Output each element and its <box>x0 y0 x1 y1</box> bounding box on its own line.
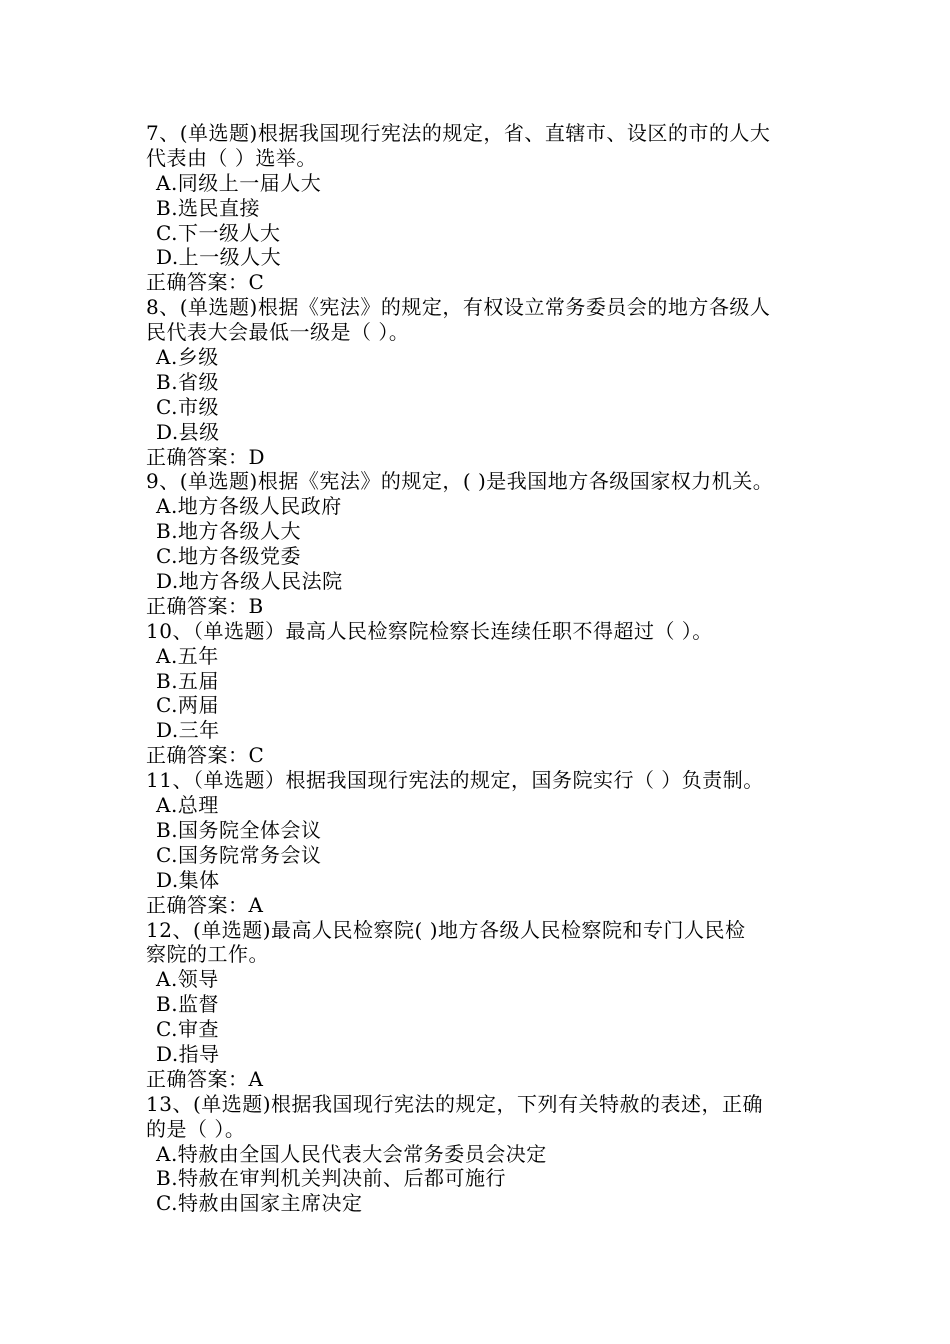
document-page <box>146 121 826 1216</box>
option-d: D.上一级人大 <box>156 245 282 270</box>
question-stem: 11、（单选题）根据我国现行宪法的规定，国务院实行（ ）负责制。 <box>146 768 764 793</box>
option-b: B.选民直接 <box>156 195 261 220</box>
option-c: C.下一级人大 <box>156 220 281 245</box>
question-stem: 13、(单选题)根据我国现行宪法的规定，下列有关特赦的表述，正确 <box>146 1091 764 1116</box>
option-a: A.总理 <box>156 793 219 818</box>
answer-prefix: 正确答案： <box>146 1066 249 1091</box>
question-stem: 7、(单选题)根据我国现行宪法的规定，省、直辖市、设区的市的人大 <box>146 121 771 145</box>
answer-line <box>146 445 826 470</box>
answer-line <box>146 1067 826 1092</box>
answer-line <box>146 594 826 619</box>
option-c: C.市级 <box>156 394 219 419</box>
option-c: C.特赦由国家主席决定 <box>156 1191 363 1216</box>
option-b: B.五届 <box>156 668 220 693</box>
option-d: D.集体 <box>156 867 220 892</box>
answer-value: A <box>248 892 264 917</box>
answer-prefix: 正确答案： <box>146 270 249 295</box>
question-11 <box>146 768 826 917</box>
option-d: D.指导 <box>156 1041 220 1066</box>
option-b: B.省级 <box>156 369 220 394</box>
question-9 <box>146 469 826 618</box>
answer-prefix: 正确答案： <box>146 593 249 618</box>
question-stem-continued: 察院的工作。 <box>146 942 269 967</box>
answer-value: A <box>248 1066 264 1091</box>
question-stem-continued: 代表由（ ）选举。 <box>146 145 317 170</box>
option-a: A.地方各级人民政府 <box>156 494 342 519</box>
answer-value: B <box>248 593 264 618</box>
answer-line <box>146 893 826 918</box>
question-stem: 9、(单选题)根据《宪法》的规定，( )是我国地方各级国家权力机关。 <box>146 469 774 494</box>
question-7 <box>146 121 826 295</box>
option-d: D.县级 <box>156 419 220 444</box>
answer-line <box>146 270 826 295</box>
option-d: D.三年 <box>156 718 220 743</box>
answer-prefix: 正确答案： <box>146 892 249 917</box>
question-stem: 8、(单选题)根据《宪法》的规定，有权设立常务委员会的地方各级人 <box>146 295 771 320</box>
option-c: C.地方各级党委 <box>156 544 301 569</box>
answer-prefix: 正确答案： <box>146 444 249 469</box>
question-13 <box>146 1092 826 1216</box>
option-c: C.审查 <box>156 1017 219 1042</box>
option-d: D.地方各级人民法院 <box>156 569 343 594</box>
option-b: B.特赦在审判机关判决前、后都可施行 <box>156 1166 507 1191</box>
answer-value: D <box>248 444 266 469</box>
option-a: A.特赦由全国人民代表大会常务委员会决定 <box>156 1141 547 1166</box>
option-a: A.乡级 <box>156 345 219 370</box>
question-12 <box>146 918 826 1092</box>
option-a: A.五年 <box>156 643 219 668</box>
option-c: C.两届 <box>156 693 219 718</box>
question-8 <box>146 295 826 469</box>
option-b: B.地方各级人大 <box>156 519 302 544</box>
question-stem: 10、（单选题）最高人民检察院检察长连续任职不得超过（ ）。 <box>146 618 713 643</box>
question-stem: 12、(单选题)最高人民检察院( )地方各级人民检察院和专门人民检 <box>146 917 746 942</box>
answer-line <box>146 743 826 768</box>
answer-value: C <box>248 270 265 295</box>
option-b: B.国务院全体会议 <box>156 817 322 842</box>
answer-prefix: 正确答案： <box>146 743 249 768</box>
option-c: C.国务院常务会议 <box>156 842 322 867</box>
answer-value: C <box>248 743 265 768</box>
option-a: A.领导 <box>156 967 219 992</box>
option-b: B.监督 <box>156 992 220 1017</box>
question-stem-continued: 的是（ ）。 <box>146 1116 246 1141</box>
question-10 <box>146 619 826 768</box>
option-a: A.同级上一届人大 <box>156 170 322 195</box>
question-stem-continued: 民代表大会最低一级是（ ）。 <box>146 320 410 345</box>
